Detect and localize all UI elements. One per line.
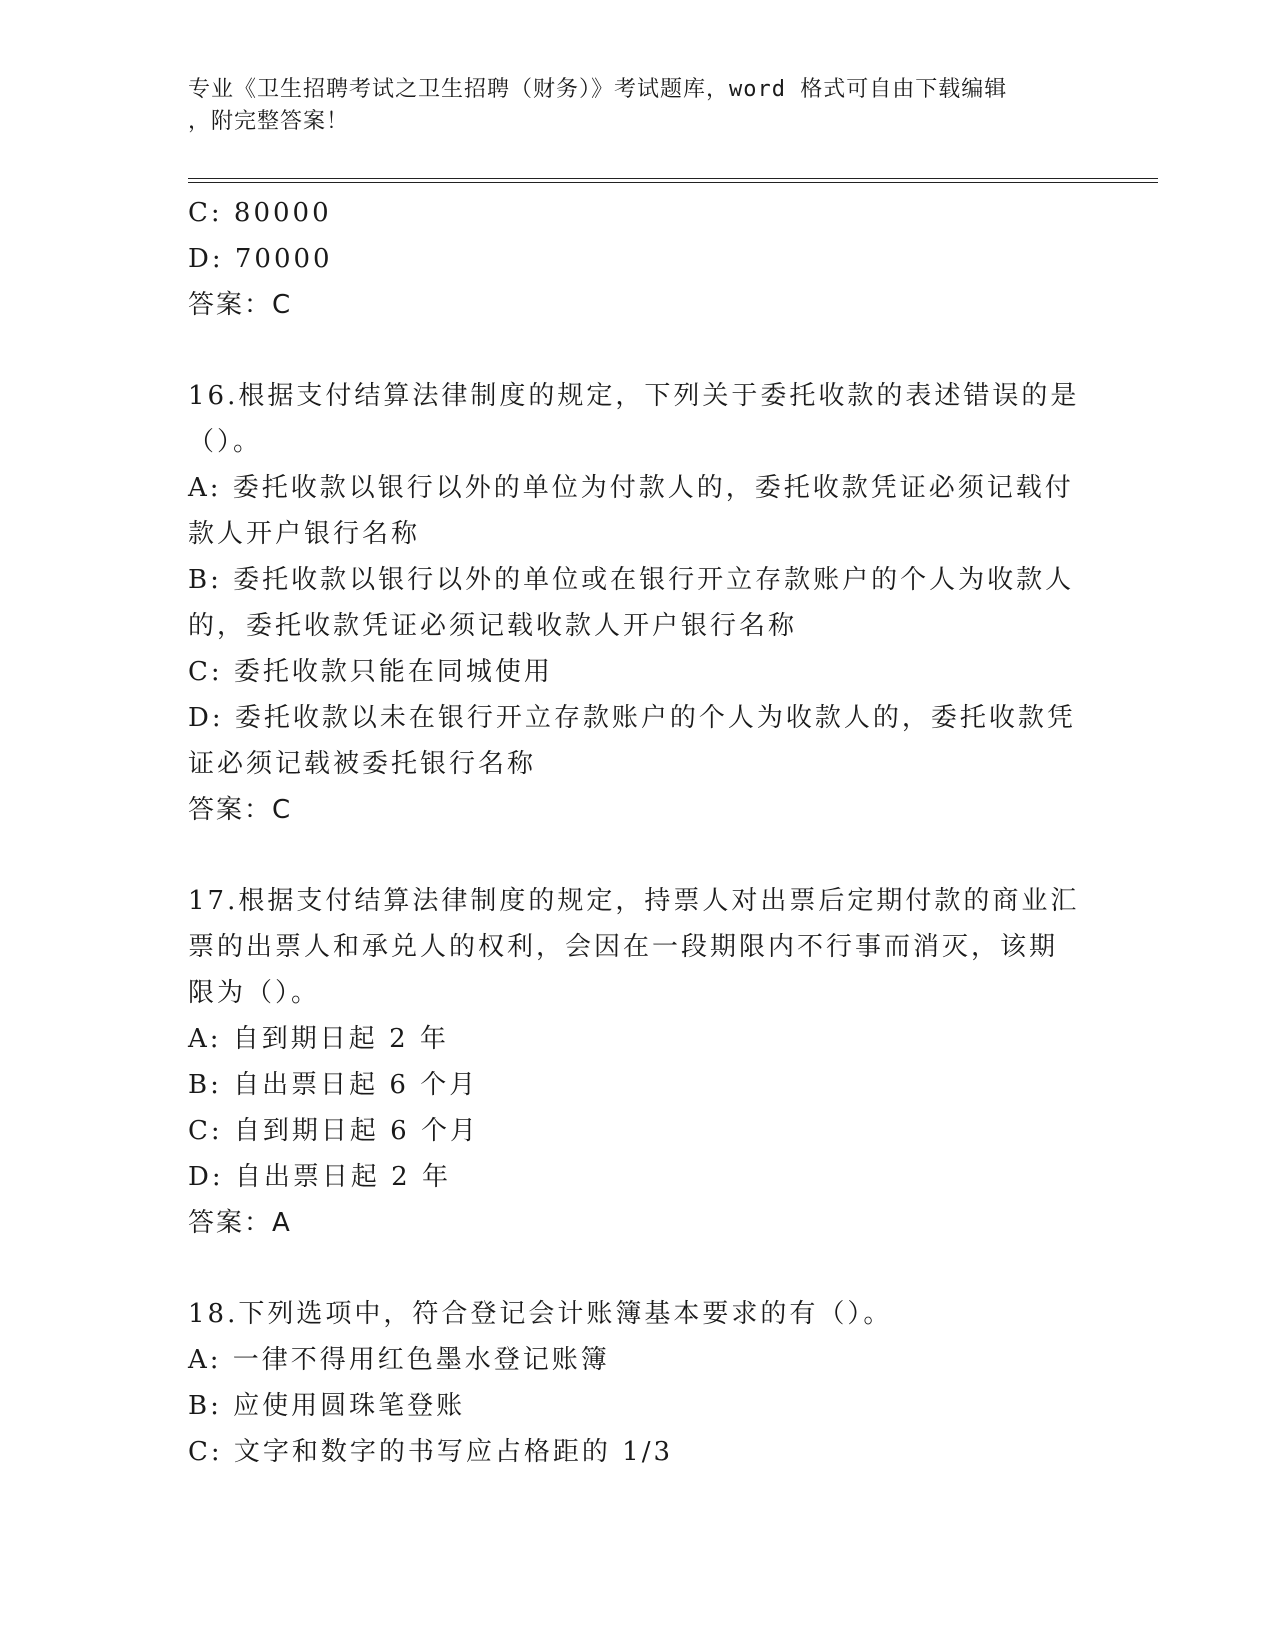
question-stem-line: 票的出票人和承兑人的权利，会因在一段期限内不行事而消灭，该期 (188, 932, 1059, 962)
question-18 (188, 1291, 1088, 1475)
header-divider (188, 178, 1158, 183)
option-c: C: 委托收款只能在同城使用 (188, 657, 553, 687)
option-b-cont: 的，委托收款凭证必须记载收款人开户银行名称 (188, 611, 798, 641)
option-a: A: 委托收款以银行以外的单位为付款人的，委托收款凭证必须记载付 (188, 473, 1074, 503)
option-a: A: 一律不得用红色墨水登记账簿 (188, 1345, 610, 1375)
header-line-1: 专业《卫生招聘考试之卫生招聘（财务）》考试题库，word 格式可自由下载编辑 (188, 77, 1008, 102)
option-d: D: 自出票日起 2 年 (188, 1162, 451, 1192)
option-a: A: 自到期日起 2 年 (188, 1024, 449, 1054)
spacer (188, 833, 1088, 878)
question-stem-line: （）。 (188, 427, 263, 457)
option-d: D: 委托收款以未在银行开立存款账户的个人为收款人的，委托收款凭 (188, 703, 1076, 733)
question-17 (188, 878, 1088, 1246)
option-d: D: 70000 (188, 244, 333, 274)
answer-line: 答案：C (188, 795, 293, 825)
answer-line: 答案：A (188, 1208, 292, 1238)
question-list (188, 190, 1088, 1475)
spacer (188, 1246, 1088, 1291)
question-prev (188, 190, 1088, 328)
option-a-cont: 款人开户银行名称 (188, 519, 421, 549)
question-stem-line: 17.根据支付结算法律制度的规定，持票人对出票后定期付款的商业汇 (188, 886, 1080, 916)
option-b: B: 自出票日起 6 个月 (188, 1070, 479, 1100)
option-d-cont: 证必须记载被委托银行名称 (188, 749, 537, 779)
answer-line: 答案：C (188, 290, 293, 320)
option-b: B: 委托收款以银行以外的单位或在银行开立存款账户的个人为收款人 (188, 565, 1075, 595)
question-stem-line: 18.下列选项中，符合登记会计账簿基本要求的有（）。 (188, 1299, 893, 1329)
question-stem-line: 限为（）。 (188, 978, 321, 1008)
question-stem-line: 16.根据支付结算法律制度的规定，下列关于委托收款的表述错误的是 (188, 381, 1080, 411)
option-c: C: 自到期日起 6 个月 (188, 1116, 479, 1146)
option-b: B: 应使用圆珠笔登账 (188, 1391, 466, 1421)
option-c: C: 80000 (188, 198, 332, 228)
question-16 (188, 373, 1088, 833)
spacer (188, 328, 1088, 373)
option-c: C: 文字和数字的书写应占格距的 1/3 (188, 1437, 674, 1467)
document-header (188, 74, 1088, 138)
header-line-2: ，附完整答案！ (188, 109, 350, 134)
